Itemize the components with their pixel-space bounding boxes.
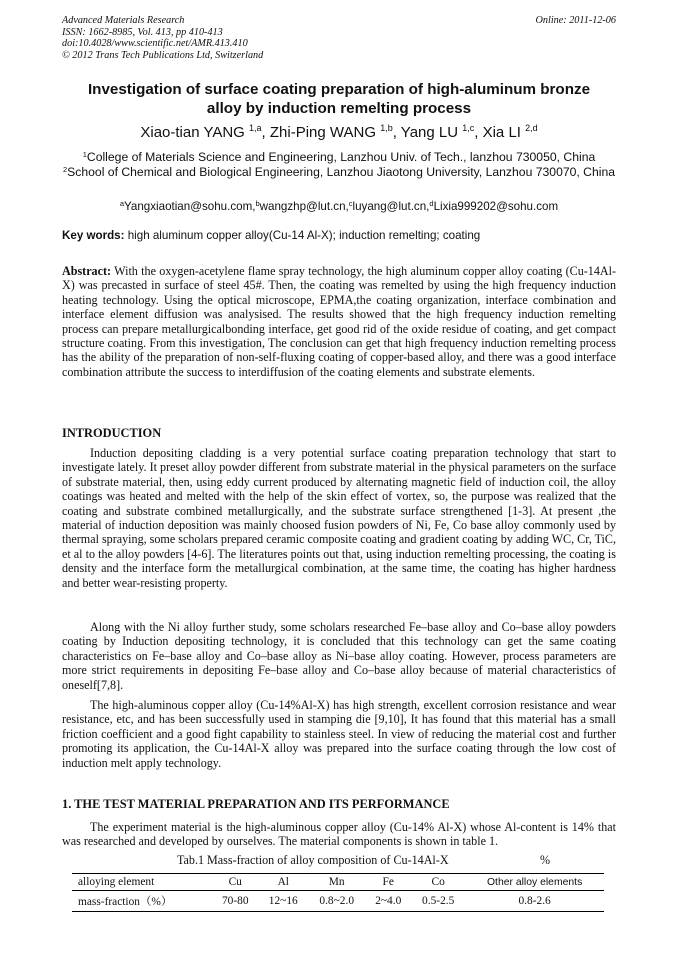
title-line-1: Investigation of surface coating preparation of high-aluminum bronze bbox=[87, 81, 591, 98]
journal-name: Advanced Materials Research bbox=[62, 15, 185, 26]
paper-title bbox=[62, 80, 616, 118]
table-header-cell: Al bbox=[258, 874, 308, 891]
email: $^d$Lixia999202@sohu.com bbox=[429, 199, 559, 213]
online-date: Online: 2011-12-06 bbox=[535, 15, 616, 26]
email-list bbox=[62, 200, 616, 214]
author: Xia LI $^{2,d}$ bbox=[482, 123, 538, 141]
copyright: © 2012 Trans Tech Publications Ltd, Switzerland bbox=[62, 49, 264, 61]
issn: ISSN: 1662-8985, Vol. 413, pp 410-413 bbox=[62, 26, 223, 38]
affiliations bbox=[62, 150, 616, 179]
abstract-text: With the oxygen-acetylene flame spray technology, the high aluminum copper alloy coating (Cu-14Al-X) was precasted in surface of steel 45#. Then, the coating was remelted by using the high frequency induction heating technology. Using the optical microscope, EPMA,the coating organization, interface combination and interface element diffusion was analysised. The results showed that the high frequency induction remelting process can prepare metallurgicalbonding interface, get good rid of the oxide residue of coating, and get compact structure coating. From this investigation, The conclusion can get that high frequency induction remelting process has the ability of the preparation of non-self-fluxing coating of copper-based alloy, and there was a good interface combination attribute the success to interdiffusion of the coating elements and substrate elements. bbox=[62, 264, 616, 379]
section-1-paragraph: The experiment material is the high-aluminous copper alloy (Cu-14% Al-X) whose Al-content is 14% that was researched and developed by ourselves. The material components is shown in table 1. bbox=[62, 820, 616, 849]
table-header-cell: Other alloy elements bbox=[465, 874, 604, 891]
title-line-2: alloy by induction remelting process bbox=[206, 100, 472, 117]
table-caption-text: Tab.1 Mass-fraction of alloy composition of Cu-14Al-X bbox=[177, 853, 449, 867]
table-header-row bbox=[72, 874, 604, 891]
table-header-cell: Mn bbox=[308, 874, 365, 891]
keywords bbox=[62, 229, 616, 243]
table-cell: 12~16 bbox=[258, 891, 308, 912]
affiliation-2: $^2$School of Chemical and Biological Engineering, Lanzhou Jiaotong University, Lanzhou 730070, China bbox=[62, 164, 616, 179]
abstract bbox=[62, 264, 616, 379]
table-header-cell: alloying element bbox=[72, 874, 212, 891]
section-1-heading: 1. THE TEST MATERIAL PREPARATION AND ITS PERFORMANCE bbox=[62, 797, 450, 811]
table-unit: % bbox=[540, 853, 551, 867]
table-cell: 0.8~2.0 bbox=[308, 891, 365, 912]
email: $^a$Yangxiaotian@sohu.com, bbox=[119, 199, 256, 213]
affiliation-1: $^1$College of Materials Science and Engineering, Lanzhou Univ. of Tech., lanzhou 730050, China bbox=[82, 150, 596, 164]
table-cell: 0.5-2.5 bbox=[411, 891, 465, 912]
journal-header bbox=[62, 15, 616, 61]
keywords-text: high aluminum copper alloy(Cu-14 Al-X); induction remelting; coating bbox=[124, 229, 481, 242]
doi: doi:10.4028/www.scientific.net/AMR.413.410 bbox=[62, 38, 248, 49]
email: $^b$wangzhp@lut.cn, bbox=[255, 199, 349, 213]
intro-paragraph-2: Along with the Ni alloy further study, some scholars researched Fe–base alloy and Co–base alloy powders coating by Induction depositing technology, it is concluded that this technology can get the same coating characteristics on Fe–base alloy and Co–base alloy as Ni–base alloy coating. However, process parameters are more strict requirements in depositing Fe–base alloy and Co–base alloy because of material characteristics of oneself[7,8]. bbox=[62, 620, 616, 692]
composition-table bbox=[72, 873, 604, 912]
abstract-label: Abstract: bbox=[62, 264, 112, 278]
table-header-cell: Cu bbox=[212, 874, 258, 891]
table-header-cell: Fe bbox=[365, 874, 411, 891]
table-header-cell: Co bbox=[411, 874, 465, 891]
intro-paragraph-1: Induction depositing cladding is a very potential surface coating preparation technology that start to investigate lately. It preset alloy powder different from substrate material in the physical parameters on the surface of substrate material, then, using eddy current produced by alternating magnetic field of induction coil, the alloy coatings was heated and melted with the help of the skin effect of vortex, so, the purpose was realized that the coating and substrate combined metallurgically, and the substrate surface strengthened [1-3]. At present ,the material of induction deposition was mainly choosed fusion powders of Ni, Fe, Co base alloy commonly used by thermal spraying, some scholars prepared ceramic composite coating and gradient coating by adding WC, Cr, TiC, et al to the alloy powders [4-6]. The literatures points out that, using induction remelting processing, the coating is density and the interface form the metallurgical combination, at the same time, the coating has higher hardness and better wear-resisting property. bbox=[62, 446, 616, 590]
keywords-label: Key words: bbox=[62, 229, 125, 242]
intro-paragraph-3: The high-aluminous copper alloy (Cu-14%Al-X) has high strength, excellent corrosion resistance and wear resistance, etc, and has been successfully used in stamping die [9,10], It has found that this material has a small friction coefficient and a good fight capability to stainless steel. In view of reducing the material cost and further promoting its application, the Cu-14Al-X alloy was prepared into the surface coating through the low cost of induction melt apply technology. bbox=[62, 698, 616, 770]
table-cell: 0.8-2.6 bbox=[465, 891, 604, 912]
email: $^c$luyang@lut.cn, bbox=[348, 199, 430, 213]
table-cell: 70-80 bbox=[212, 891, 258, 912]
table-cell: 2~4.0 bbox=[365, 891, 411, 912]
introduction-heading: INTRODUCTION bbox=[62, 426, 162, 440]
author: Zhi-Ping WANG $^{1,b}$, bbox=[269, 123, 401, 141]
table-cell: mass-fraction（%） bbox=[72, 891, 212, 912]
author: Yang LU $^{1,c}$, bbox=[400, 123, 483, 141]
table-row bbox=[72, 891, 604, 912]
author-list bbox=[40, 124, 638, 142]
author: Xiao-tian YANG $^{1,a}$, bbox=[140, 123, 270, 141]
